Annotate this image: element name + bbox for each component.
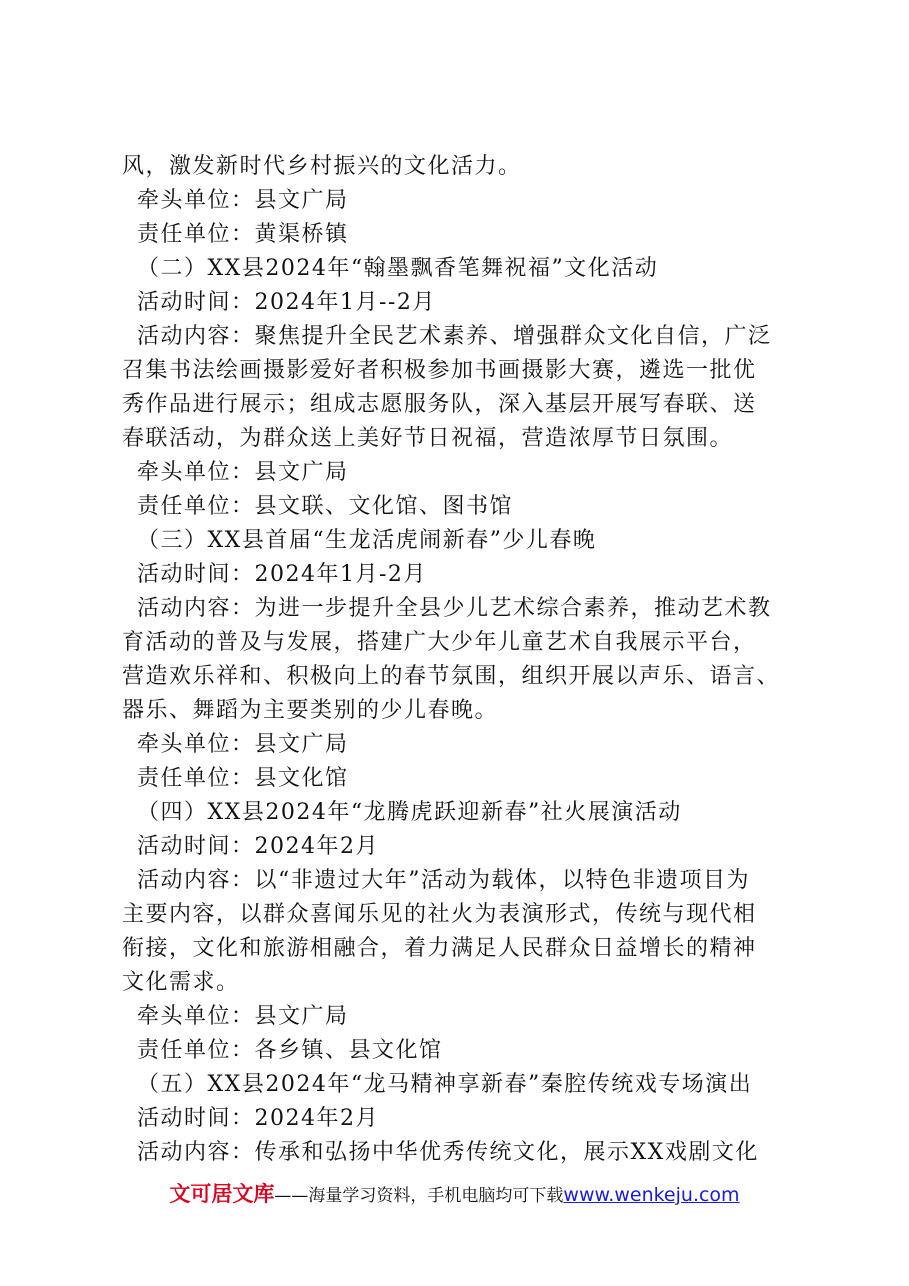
body-text-line: 衔接，文化和旅游相融合，着力满足人民群众日益增长的精神 xyxy=(122,936,757,961)
activity-time-line: 活动时间：2024年2月 xyxy=(137,1106,379,1131)
body-text-line: 器乐、舞蹈为主要类别的少儿春晚。 xyxy=(122,698,499,723)
responsible-unit-line: 责任单位：县文化馆 xyxy=(137,766,349,791)
activity-time-line: 活动时间：2024年1月--2月 xyxy=(137,290,436,315)
body-text-line: 春联活动，为群众送上美好节日祝福，营造浓厚节日氛围。 xyxy=(122,426,734,451)
body-text-line: 主要内容，以群众喜闻乐见的社火为表演形式，传统与现代相 xyxy=(122,902,757,927)
section-heading: （五）XX县2024年“龙马精神享新春”秦腔传统戏专场演出 xyxy=(137,1072,753,1097)
section-heading: （二）XX县2024年“翰墨飘香笔舞祝福”文化活动 xyxy=(137,256,659,281)
activity-content-line: 活动内容：传承和弘扬中华优秀传统文化，展示XX戏剧文化 xyxy=(137,1140,759,1165)
brand-name: 文可居文库 xyxy=(169,1182,275,1206)
lead-unit-line: 牵头单位：县文广局 xyxy=(137,1004,349,1029)
body-text-line: 风，激发新时代乡村振兴的文化活力。 xyxy=(122,154,522,179)
responsible-unit-line: 责任单位：黄渠桥镇 xyxy=(137,222,349,247)
activity-content-line: 活动内容：聚焦提升全民艺术素养、增强群众文化自信，广泛 xyxy=(137,324,772,349)
body-text-line: 召集书法绘画摄影爱好者积极参加书画摄影大赛，遴选一批优 xyxy=(122,358,757,383)
body-text-line: 营造欢乐祥和、积极向上的春节氛围，组织开展以声乐、语言、 xyxy=(122,664,781,689)
responsible-unit-line: 责任单位：各乡镇、县文化馆 xyxy=(137,1038,443,1063)
responsible-unit-line: 责任单位：县文联、文化馆、图书馆 xyxy=(137,494,514,519)
section-heading: （四）XX县2024年“龙腾虎跃迎新春”社火展演活动 xyxy=(137,800,682,825)
activity-content-line: 活动内容：以“非遗过大年”活动为载体，以特色非遗项目为 xyxy=(137,868,750,893)
activity-content-line: 活动内容：为进一步提升全县少儿艺术综合素养，推动艺术教 xyxy=(137,596,772,621)
activity-time-line: 活动时间：2024年2月 xyxy=(137,834,379,859)
footer-tagline: ——海量学习资料，手机电脑均可下载 xyxy=(274,1186,564,1206)
footer-banner xyxy=(0,1178,909,1208)
body-text-line: 秀作品进行展示；组成志愿服务队，深入基层开展写春联、送 xyxy=(122,392,757,417)
lead-unit-line: 牵头单位：县文广局 xyxy=(137,188,349,213)
website-link[interactable]: www.wenkeju.com xyxy=(563,1184,740,1206)
body-text-line: 文化需求。 xyxy=(122,970,240,995)
lead-unit-line: 牵头单位：县文广局 xyxy=(137,460,349,485)
activity-time-line: 活动时间：2024年1月-2月 xyxy=(137,562,427,587)
body-text-line: 育活动的普及与发展，搭建广大少年儿童艺术自我展示平台， xyxy=(122,630,757,655)
section-heading: （三）XX县首届“生龙活虎闹新春”少儿春晚 xyxy=(137,528,597,553)
lead-unit-line: 牵头单位：县文广局 xyxy=(137,732,349,757)
